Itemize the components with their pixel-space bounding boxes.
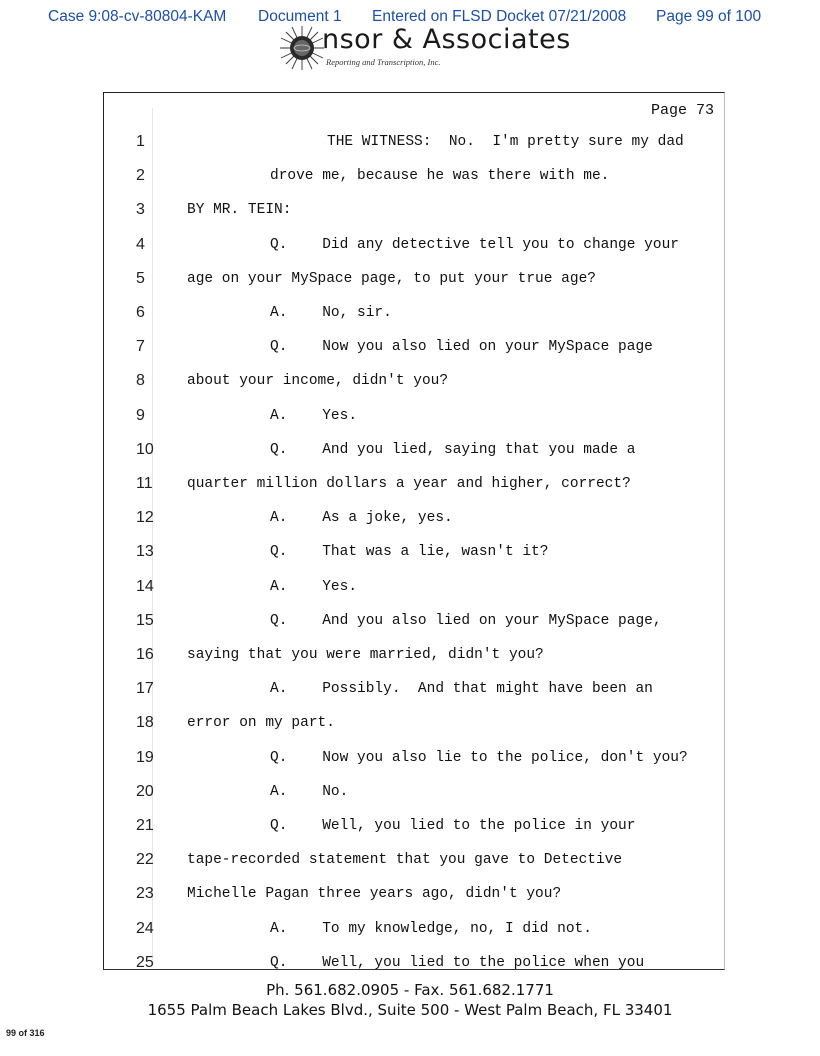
line-number: 21 (136, 817, 154, 834)
line-number: 17 (136, 680, 154, 698)
transcript-line (0, 578, 720, 612)
line-text: saying that you were married, didn't you? (187, 647, 544, 663)
line-number: 12 (136, 509, 154, 527)
transcript-line (0, 714, 720, 748)
line-text: Q. And you also lied on your MySpace page, (270, 612, 662, 629)
transcript-line (0, 612, 720, 646)
line-text: BY MR. TEIN: (187, 202, 292, 219)
transcript-line (0, 441, 720, 475)
line-text: tape-recorded statement that you gave to Detective (187, 852, 623, 869)
transcript-line (0, 749, 720, 783)
page-label: Page 73 (650, 102, 714, 119)
line-number: 23 (136, 885, 154, 903)
line-text: A. To my knowledge, no, I did not. (270, 920, 592, 937)
line-number: 1 (136, 133, 145, 150)
line-number: 20 (136, 782, 154, 800)
line-number: 6 (136, 304, 145, 321)
transcript-line (0, 372, 720, 406)
line-text: Q. Well, you lied to the police in your (270, 818, 636, 834)
transcript-line (0, 407, 720, 441)
footer-phone: Ph. 561.682.0905 - Fax. 561.682.1771 (266, 981, 554, 999)
line-text: Q. Well, you lied to the police when you (270, 954, 645, 971)
transcript-line (0, 270, 720, 304)
line-text: A. Yes. (270, 407, 358, 424)
line-number: 18 (136, 714, 154, 732)
line-text: quarter million dollars a year and higher, correct? (187, 476, 631, 492)
line-number: 11 (136, 475, 153, 492)
line-number: 10 (136, 440, 154, 458)
line-text: THE WITNESS: No. I'm pretty sure my dad (327, 134, 684, 150)
transcript-line (0, 509, 720, 543)
line-number: 24 (136, 919, 154, 937)
line-text: drove me, because he was there with me. (270, 168, 610, 185)
line-text: Q. Now you also lie to the police, don't you? (270, 749, 688, 766)
transcript-line (0, 338, 720, 372)
transcript-line (0, 920, 720, 954)
line-number: 15 (136, 611, 154, 629)
line-text: Michelle Pagan three years ago, didn't you? (187, 886, 562, 903)
transcript-line (0, 236, 720, 270)
line-number: 22 (136, 851, 154, 869)
footer (0, 980, 820, 1020)
transcript-line (0, 133, 720, 167)
line-text: age on your MySpace page, to put your true age? (187, 270, 596, 287)
transcript-line (0, 783, 720, 817)
line-number: 3 (136, 201, 145, 219)
case-number: Case 9:08-cv-80804-KAM (48, 8, 227, 25)
footer-address: 1655 Palm Beach Lakes Blvd., Suite 500 - West Palm Beach, FL 33401 (147, 1001, 673, 1019)
transcript-line (0, 201, 720, 235)
line-number: 5 (136, 269, 145, 287)
transcript-line (0, 680, 720, 714)
line-number: 2 (136, 167, 145, 185)
line-number: 8 (136, 372, 145, 390)
document-number: Document 1 (258, 8, 342, 25)
line-text: A. Possibly. And that might have been an (270, 681, 653, 698)
line-text: error on my part. (187, 715, 335, 732)
page-of: Page 99 of 100 (656, 8, 762, 25)
transcript-line (0, 543, 720, 577)
transcript-line (0, 646, 720, 680)
line-number: 7 (136, 338, 145, 356)
logo-name: nsor & Associates (322, 24, 571, 55)
line-number: 9 (136, 406, 145, 424)
line-number: 25 (136, 953, 154, 971)
line-text: Q. Did any detective tell you to change your (270, 236, 679, 253)
line-number: 4 (136, 235, 145, 253)
globe-logo-icon (278, 24, 326, 72)
page-count: 99 of 316 (6, 1028, 45, 1038)
transcript-line (0, 885, 720, 919)
line-number: 13 (136, 543, 154, 561)
line-text: Q. That was a lie, wasn't it? (270, 544, 549, 561)
reporter-logo (278, 24, 578, 74)
transcript-line (0, 851, 720, 885)
line-text: Q. And you lied, saying that you made a (270, 441, 636, 458)
line-text: A. Yes. (270, 578, 358, 595)
transcript-line (0, 475, 720, 509)
line-text: about your income, didn't you? (187, 373, 449, 390)
transcript-line (0, 817, 720, 851)
logo-subtitle: Reporting and Transcription, Inc. (326, 57, 441, 67)
line-text: A. No. (270, 783, 349, 800)
transcript-line (0, 304, 720, 338)
transcript-line (0, 167, 720, 201)
line-text: Q. Now you also lied on your MySpace page (270, 339, 653, 356)
line-number: 16 (136, 646, 154, 663)
docket-entry: Entered on FLSD Docket 07/21/2008 (372, 8, 627, 25)
line-text: A. No, sir. (270, 305, 392, 321)
line-text: A. As a joke, yes. (270, 510, 453, 527)
line-number: 14 (136, 577, 154, 595)
line-number: 19 (136, 748, 154, 766)
